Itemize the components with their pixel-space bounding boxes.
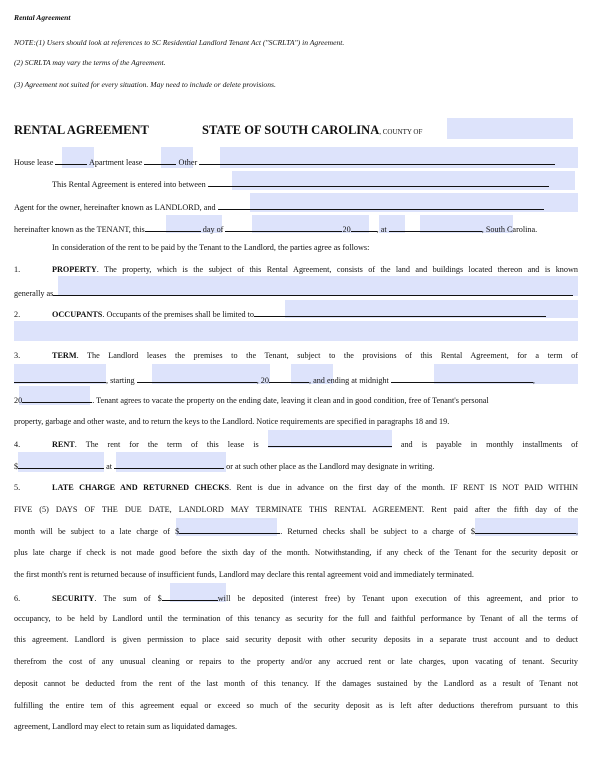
note-1: NOTE:(1) Users should look at references to SC Residential Landlord Tenant Act ("SCRLTA") in Agreement. [14,38,345,47]
section-5-l3: month will be subject to a late charge of $ . Returned checks shall be subject to a charge of $ , [14,527,578,536]
occupants-field-2[interactable] [14,321,578,341]
section-6-l6: fulfilling the entire tem of this agreement equal or exceed so much of the security deposit as is left after deductions therefrom pursuant to this [14,701,578,710]
section-3-vacate: 20 . Tenant agrees to vacate the property on the ending date, leaving it clean and in good condition, free of Tenant's personal [14,396,489,405]
section-4-rent: 4. RENT. The rent for the term of this lease is and is payable in monthly installments of [14,440,578,449]
state-name: STATE OF SOUTH CAROLINA [202,123,380,137]
section-5-l2: FIVE (5) DAYS OF THE DUE DATE, LANDLORD MAY TERMINATE THIS RENTAL AGREEMENT. Rent paid after the fifth day of the [14,505,578,514]
county-label: , COUNTY OF [379,128,423,136]
lease-type-line: House lease Apartment lease Other [14,156,578,168]
county-field[interactable] [447,118,573,139]
section-1-cont: generally as [14,287,578,299]
section-6-l5: deposit cannot be deducted from the rent of the last month of this tenancy. If the damages sustained by the Landlord as a result of Tenant not [14,679,578,688]
agent-line: Agent for the owner, hereinafter known as LANDLORD, and [14,201,578,213]
doc-label: Rental Agreement [14,13,71,22]
section-3-cont: property, garbage and other waste, and to return the keys to the Landlord. Notice requirements are specified in paragraphs 18 and 19. [14,417,450,426]
note-3: (3) Agreement not suited for every situation. May need to include or delete provisions. [14,80,276,89]
section-6-l3: this agreement. Landlord is given permission to place said security deposit with other security deposits in a separate trust account and to deduct [14,635,578,644]
section-6-l2: occupancy, to be held by Landlord until the termination of this tenancy as security for the full and faithful performance by Tenant of all the terms of [14,614,578,623]
state-title [202,123,422,138]
tenant-line: hereinafter known as the TENANT, this day of 20 , at , South Carolina. [14,225,538,234]
section-3-dates: , starting , 20 , and ending at midnight , [14,374,578,386]
entered-line: This Rental Agreement is entered into between [14,178,578,190]
section-2-occupants: 2. OCCUPANTS. Occupants of the premises shall be limited to [14,308,578,320]
note-2: (2) SCRLTA may vary the terms of the Agreement. [14,58,166,67]
section-6-l7: agreement, Landlord may elect to retain sum as liquidated damages. [14,722,238,731]
consideration-line: In consideration of the rent to be paid by the Tenant to the Landlord, the parties agree as follows: [52,243,370,252]
section-6-l4: therefrom the cost of any unusual cleaning or repairs to the property and/or any accrued rent or late charges, upon vacating of tenant. Security [14,657,578,666]
section-6-security: 6. SECURITY. The sum of $ will be deposited (interest free) by Tenant upon execution of this agreement, and prior to [14,594,578,603]
page-title: RENTAL AGREEMENT [14,123,149,137]
section-4-cont: $ at or at such other place as the Landlord may designate in writing. [14,462,435,471]
section-1-property: 1. PROPERTY. The property, which is the subject of this Rental Agreement, consists of the land and buildings located thereon and is known [14,265,578,274]
section-5-l5: the first month's rent is returned because of insufficient funds, Landlord may declare this rental agreement void and immediately terminated. [14,570,474,579]
section-5-late: 5. LATE CHARGE AND RETURNED CHECKS. Rent is due in advance on the first day of the month. IF RENT IS NOT PAID WITHIN [14,483,579,492]
section-5-l4: plus late charge if check is not made good before the sixth day of the month. Notwithstanding, if any check of the Tenant for the security deposit or [14,548,578,557]
section-3-term: 3. TERM. The Landlord leases the premises to the Tenant, subject to the provisions of this Rental Agreement, for a term of [14,351,578,360]
